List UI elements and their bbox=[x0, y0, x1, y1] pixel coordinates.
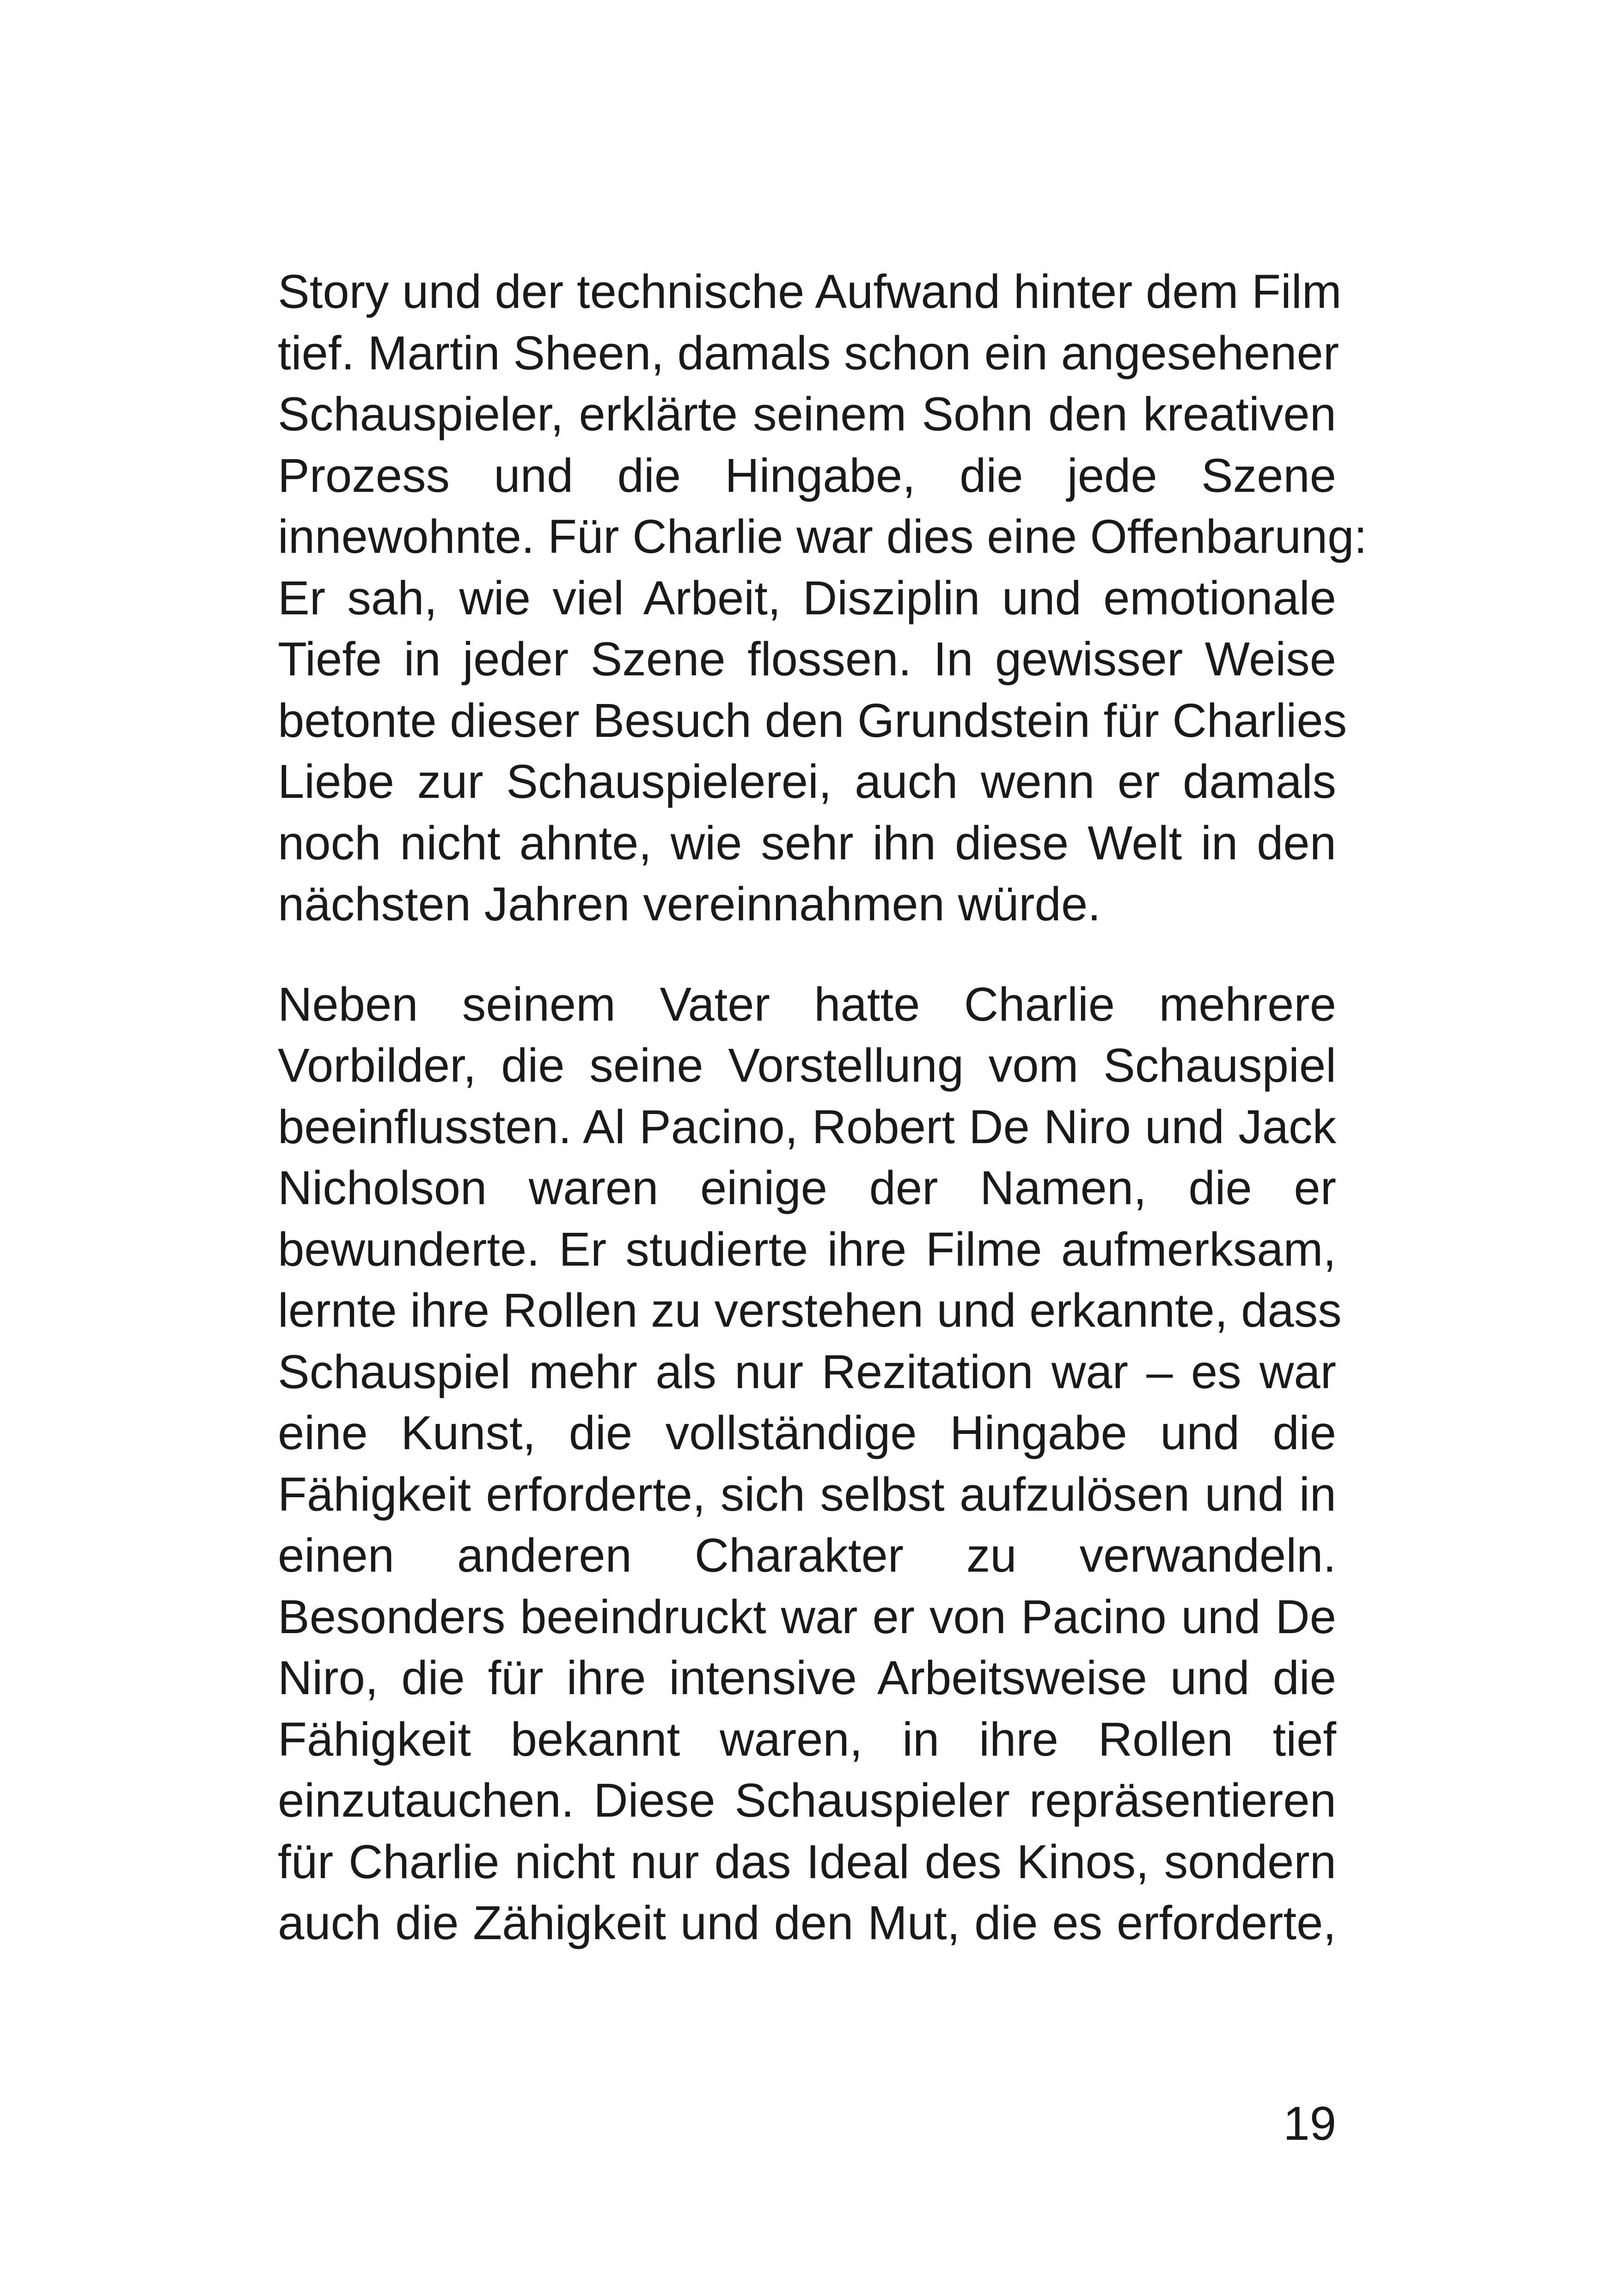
text-line: Nicholson waren einige der Namen, die er bbox=[278, 1161, 1336, 1214]
text-line: Fähigkeit bekannt waren, in ihre Rollen tief bbox=[278, 1712, 1336, 1766]
text-line: Vorbilder, die seine Vorstellung vom Schauspiel bbox=[278, 1039, 1336, 1092]
text-line: beeinflussten. Al Pacino, Robert De Niro und Jack bbox=[278, 1100, 1336, 1153]
text-line: tief. Martin Sheen, damals schon ein angesehener bbox=[278, 326, 1339, 380]
text-line: Schauspieler, erklärte seinem Sohn den kreativen bbox=[278, 387, 1336, 441]
text-line: eine Kunst, die vollständige Hingabe und die bbox=[278, 1406, 1336, 1459]
text-line: Fähigkeit erforderte, sich selbst aufzulösen und in bbox=[278, 1467, 1336, 1521]
paragraph-1 bbox=[278, 261, 1368, 935]
text-line: Prozess und die Hingabe, die jede Szene bbox=[278, 448, 1336, 502]
text-line: noch nicht ahnte, wie sehr ihn diese Welt in den bbox=[278, 816, 1336, 869]
text-line: Liebe zur Schauspielerei, auch wenn er damals bbox=[278, 755, 1336, 808]
text-line: lernte ihre Rollen zu verstehen und erkannte, dass bbox=[278, 1284, 1342, 1337]
paragraph-spacer bbox=[278, 935, 1336, 974]
text-line: bewunderte. Er studierte ihre Filme aufmerksam, bbox=[278, 1222, 1336, 1276]
text-line: Schauspiel mehr als nur Rezitation war – es war bbox=[278, 1345, 1336, 1398]
body-text bbox=[278, 261, 1368, 1954]
text-line: auch die Zähigkeit und den Mut, die es erforderte, bbox=[278, 1896, 1336, 1949]
text-line: Besonders beeindruckt war er von Pacino und De bbox=[278, 1590, 1336, 1643]
text-line: innewohnte. Für Charlie war dies eine Offenbarung: bbox=[278, 510, 1368, 563]
text-line: einen anderen Charakter zu verwandeln. bbox=[278, 1529, 1336, 1582]
text-line: Er sah, wie viel Arbeit, Disziplin und emotionale bbox=[278, 571, 1336, 625]
text-line: einzutauchen. Diese Schauspieler repräsentieren bbox=[278, 1774, 1336, 1827]
text-line: Story und der technische Aufwand hinter dem Film bbox=[278, 265, 1342, 318]
paragraph-2 bbox=[278, 974, 1342, 1954]
text-line: Tiefe in jeder Szene flossen. In gewisser Weise bbox=[278, 632, 1336, 686]
text-line: betonte dieser Besuch den Grundstein für Charlies bbox=[278, 693, 1347, 747]
text-line: nächsten Jahren vereinnahmen würde. bbox=[278, 877, 1101, 931]
text-line: Neben seinem Vater hatte Charlie mehrere bbox=[278, 977, 1336, 1031]
text-line: für Charlie nicht nur das Ideal des Kinos, sondern bbox=[278, 1835, 1336, 1888]
text-line: Niro, die für ihre intensive Arbeitsweise und die bbox=[278, 1651, 1336, 1704]
page-number: 19 bbox=[1283, 2097, 1336, 2150]
